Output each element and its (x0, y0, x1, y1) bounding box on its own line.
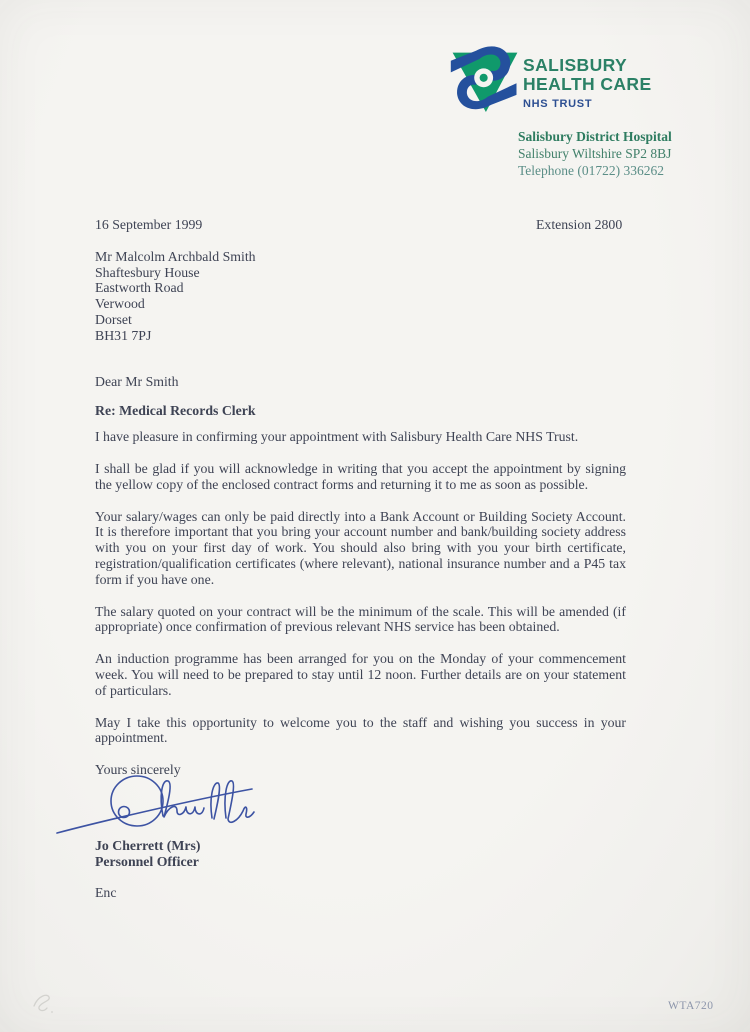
recipient-line: Eastworth Road (95, 280, 184, 296)
org-name-line-2: HEALTH CARE (523, 74, 652, 94)
org-name-line-3: NHS TRUST (523, 98, 593, 110)
recipient-line: Verwood (95, 296, 145, 312)
body-paragraph: I have pleasure in confirming your appointment with Salisbury Health Care NHS Trust. (95, 429, 579, 445)
pencil-mark-icon (28, 986, 62, 1018)
body-paragraph: May I take this opportunity to welcome you to the staff and wishing you success in your appointment. (95, 714, 626, 746)
form-code: WTA720 (668, 1000, 714, 1012)
body-paragraph: The salary quoted on your contract will be the minimum of the scale. This will be amended (if appropriate) once confirmation of previous relevant NHS service has been obtained. (95, 603, 626, 635)
recipient-line: Mr Malcolm Archbald Smith (95, 248, 256, 264)
letter-date: 16 September 1999 (95, 217, 203, 232)
org-wordmark (523, 56, 652, 110)
recipient-line: Dorset (95, 311, 132, 327)
hospital-name: Salisbury District Hospital (518, 129, 672, 144)
body-paragraph: An induction programme has been arranged for you on the Monday of your commencement week. You will need to be prepared to stay until 12 noon. Further details are on your statement of particulars. (95, 651, 626, 698)
recipient-address (95, 249, 626, 344)
handwritten-signature-icon (56, 774, 261, 838)
valediction: Yours sincerely (95, 762, 181, 778)
recipient-line: BH31 7PJ (95, 327, 152, 343)
body-paragraph: Your salary/wages can only be paid directly into a Bank Account or Building Society Account. It is therefore important that you bring your account number and bank/building society address with you on your first day of work. You should also bring with you your birth certificate, registration/qualification certificates (where relevant), national insurance number and a P45 tax form if you have one. (95, 508, 626, 587)
hospital-address: Salisbury Wiltshire SP2 8BJ (518, 145, 672, 161)
extension-number: Extension 2800 (536, 217, 623, 232)
hospital-address-block (518, 129, 672, 179)
subject-line: Re: Medical Records Clerk (95, 403, 256, 419)
org-name-line-1: SALISBURY (523, 55, 628, 75)
signer-name: Jo Cherrett (Mrs) (95, 837, 201, 853)
body-paragraph: I shall be glad if you will acknowledge in writing that you accept the appointment by signing the yellow copy of the enclosed contract forms and returning it to me as soon as possible. (95, 460, 626, 492)
enclosure-note: Enc (95, 884, 117, 900)
hospital-telephone: Telephone (01722) 336262 (518, 162, 665, 178)
salisbury-health-care-logo-icon (449, 37, 521, 115)
salutation: Dear Mr Smith (95, 373, 179, 389)
signer-title: Personnel Officer (95, 853, 199, 869)
date-row (95, 217, 626, 233)
recipient-line: Shaftesbury House (95, 264, 200, 280)
